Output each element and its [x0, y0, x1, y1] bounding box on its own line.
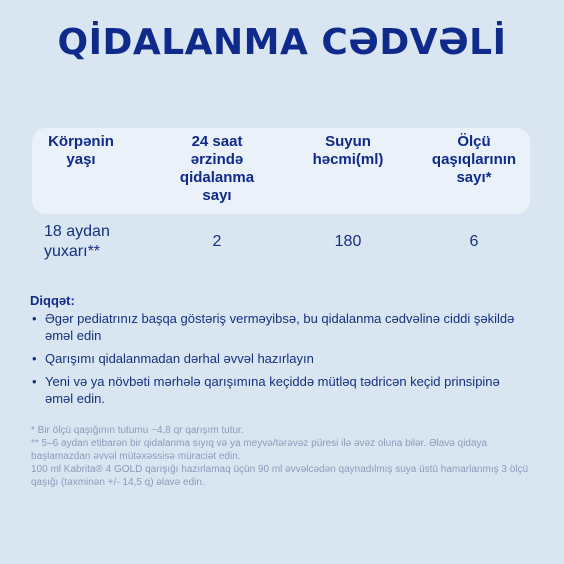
list-item: [30, 373, 530, 407]
cell-scoops: 6: [469, 233, 479, 250]
bullet-dot-icon: •: [32, 374, 37, 389]
list-item-text: Yeni və ya növbəti mərhələ qarışımına keçiddə mütləq tədricən keçid prinsipinə əməl edin.: [45, 374, 500, 406]
column-header-water-volume: Suyun həcmi(ml): [312, 133, 384, 168]
column-header-scoops: Ölçü qaşıqlarının sayı*: [431, 133, 517, 186]
list-item: [30, 350, 530, 367]
list-item: [30, 310, 530, 344]
column-header-feedings: 24 saat ərzində qidalanma sayı: [179, 133, 255, 204]
bullet-dot-icon: •: [32, 311, 37, 326]
cell-feedings: 2: [212, 233, 222, 250]
column-header-age: Körpənin yaşı: [48, 133, 114, 168]
cell-water-volume: 180: [334, 233, 362, 250]
notes-list: [30, 310, 530, 413]
cell-age: 18 aydan yuxarı**: [44, 223, 110, 260]
bullet-dot-icon: •: [32, 351, 37, 366]
footnote-preparation: 100 ml Kabrita® 4 GOLD qarışığı hazırlamaq üçün 90 ml əvvəlcədən qaynadılmış suya üstü hamarlanmış 3 ölçü qaşığı (təxminən +/- 14,5 q) əlavə edin.: [31, 464, 529, 488]
list-item-text: Qarışımı qidalanmadan dərhal əvvəl hazırlayın: [45, 351, 314, 366]
page-title: QİDALANMA CƏDVƏLİ: [57, 22, 507, 63]
list-item-text: Əgər pediatrınız başqa göstəriş verməyibsə, bu qidalanma cədvəlinə ciddi şəkildə əməl edin: [45, 311, 515, 343]
footnote-scoop: * Bir ölçü qaşığının tutumu ~4,8 qr qarışım tutur.: [31, 425, 244, 436]
footnote-age: ** 5–6 aydan etibarən bir qidalanma sıyıq və ya meyvə/tərəvəz püresi ilə əvəz oluna bilər. Əlavə qidaya başlamazdan əvvəl mütəxəssisə müraciət edin.: [31, 438, 488, 462]
notes-title: Diqqət:: [30, 293, 75, 308]
